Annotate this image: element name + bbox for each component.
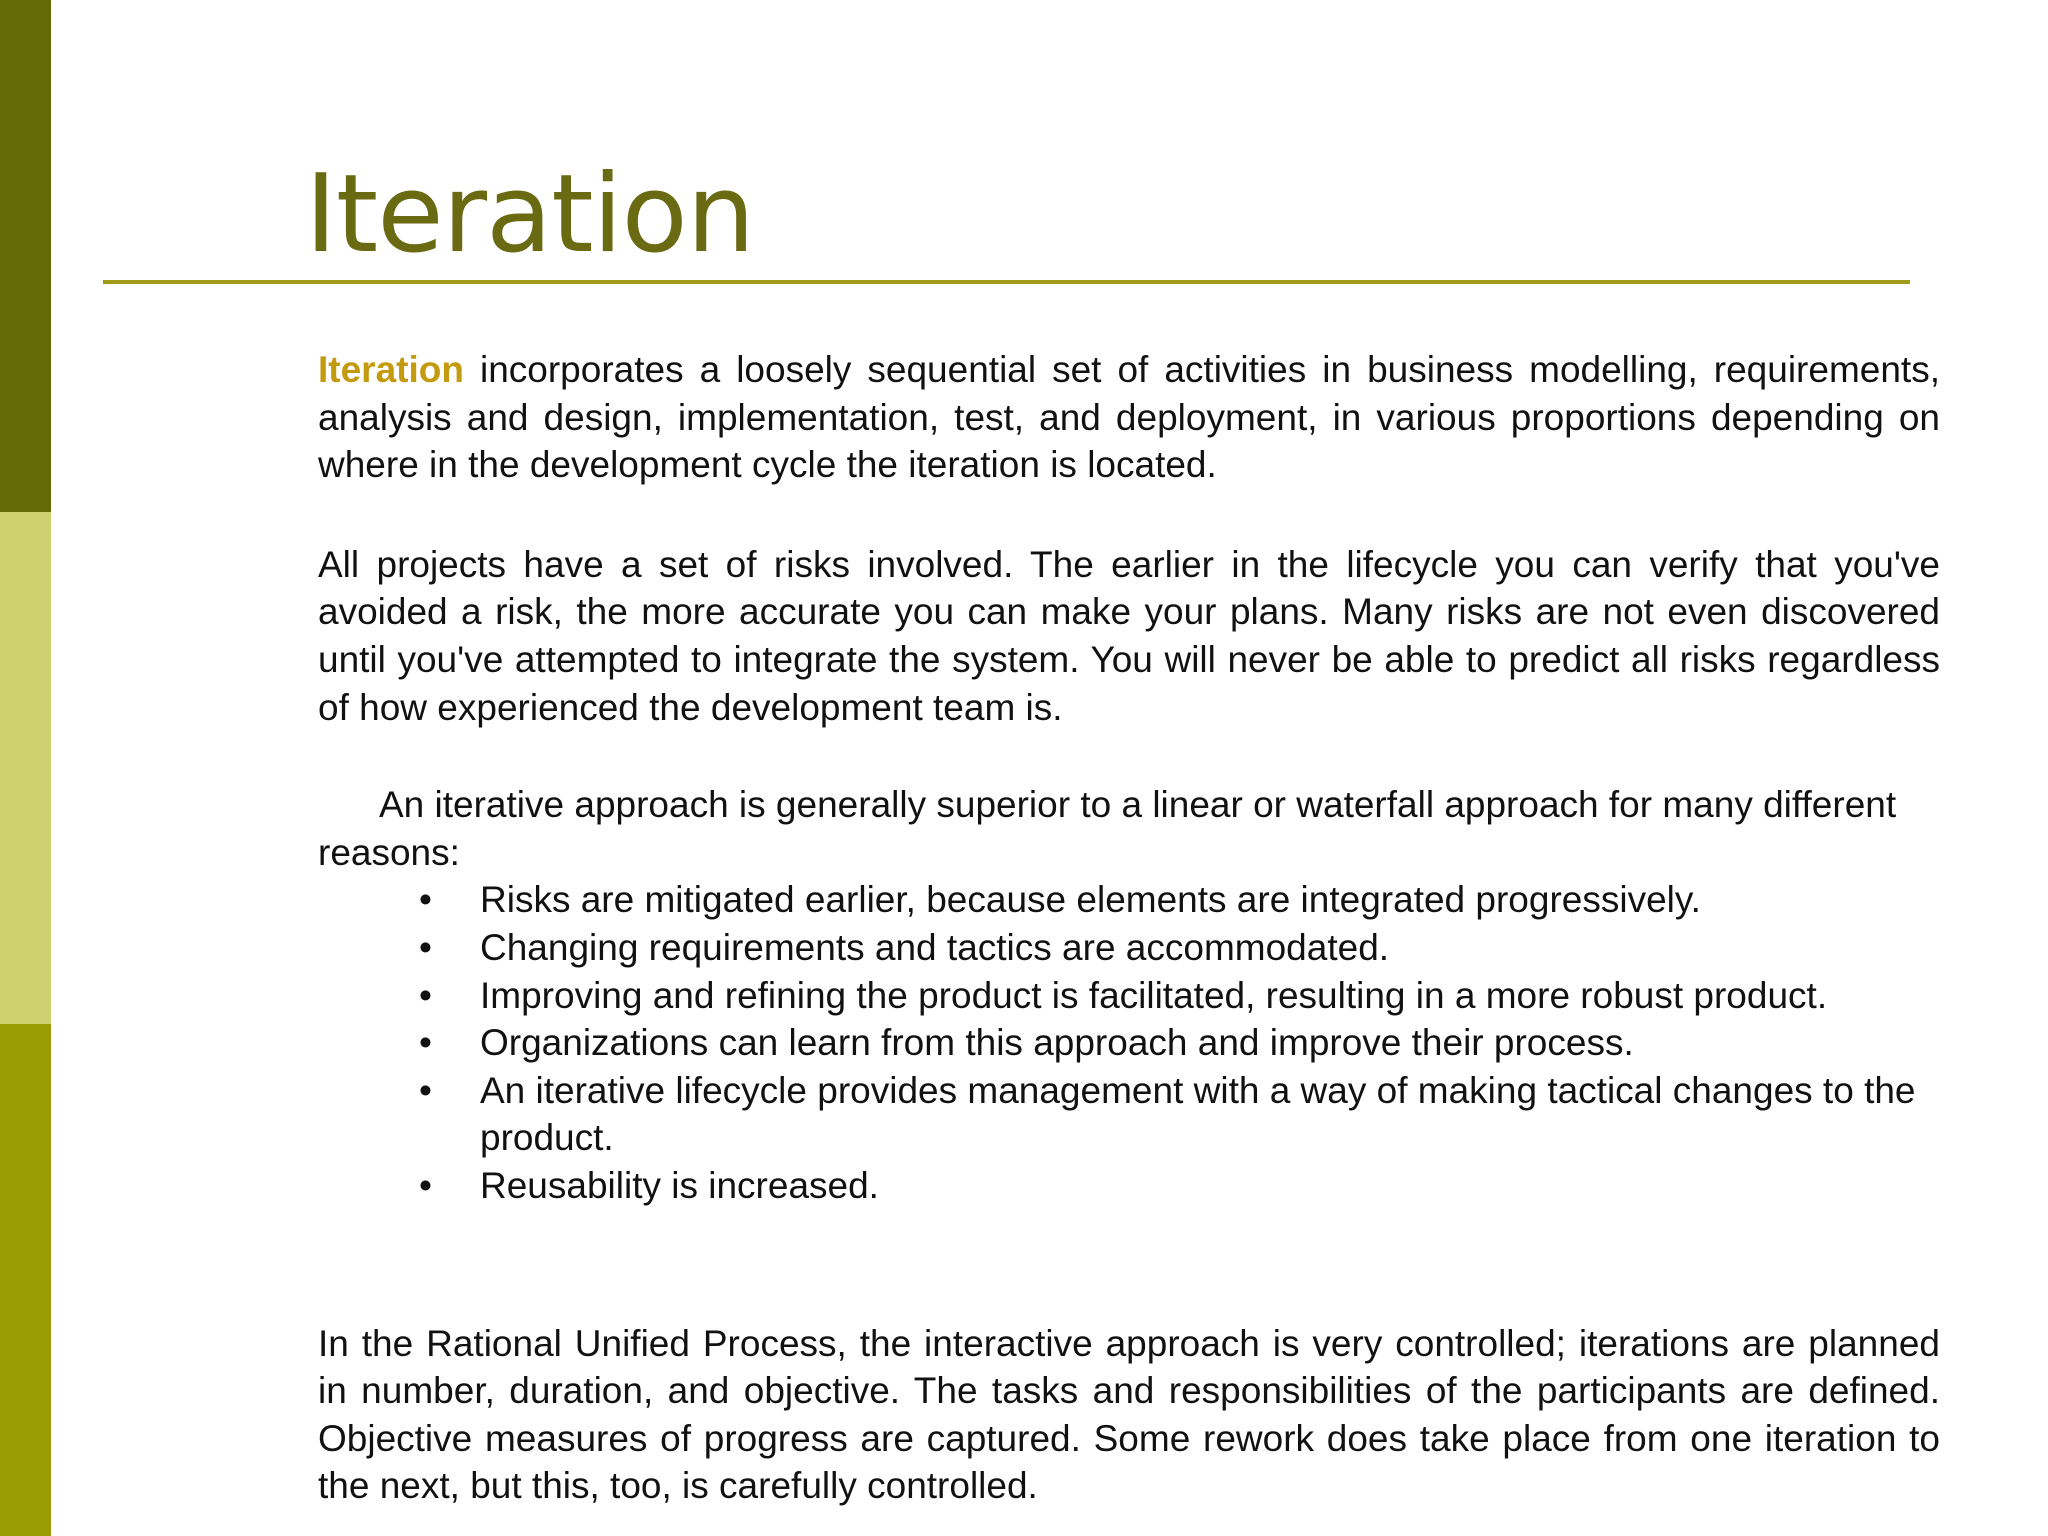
paragraph-risks: All projects have a set of risks involved. The earlier in the lifecycle you can verify that you've avoided a risk, the more accurate you can make your plans. Many risks are not even discovered until you've attempted to integrate the system. You will never be able to predict all risks regardless of how experienced the development team is. — [318, 543, 1940, 728]
sidebar-segment-top — [0, 0, 51, 512]
bullet-icon: • — [419, 1069, 432, 1111]
bullet-icon: • — [419, 1164, 432, 1206]
sidebar-segment-middle — [0, 512, 51, 1024]
paragraph-text: incorporates a loosely sequential set of activities in business modelling, requirements, analysis and design, implementation, test, and deployment, in various proportions depending on where in the development cycle the iteration is located. — [318, 349, 1940, 486]
list-item — [318, 876, 1940, 924]
list-item — [318, 1019, 1940, 1067]
paragraph-rational-unified-process: In the Rational Unified Process, the interactive approach is very controlled; iterations are planned in number, duration, and objective. The tasks and responsibilities of the participants are defined. Objective measures of progress are captured. Some rework does take place from one iteration to the next, but this, too, is carefully controlled. — [318, 1322, 1940, 1507]
spacer — [318, 489, 1940, 541]
slide-title: Iteration — [305, 152, 755, 277]
reasons-list — [318, 876, 1940, 1209]
list-item-text: Improving and refining the product is facilitated, resulting in a more robust product. — [480, 974, 1828, 1016]
list-item-text: An iterative lifecycle provides management with a way of making tactical changes to the product. — [480, 1069, 1916, 1159]
title-underline — [103, 280, 1910, 284]
paragraph-iteration-definition — [318, 346, 1940, 489]
sidebar-segment-bottom — [0, 1024, 51, 1536]
paragraph-intro: An iterative approach is generally superior to a linear or waterfall approach for many different reasons: — [318, 784, 1897, 873]
list-item-text: Changing requirements and tactics are accommodated. — [480, 926, 1390, 968]
highlight-term: Iteration — [318, 349, 464, 390]
sidebar-decoration — [0, 0, 51, 1536]
list-item-text: Risks are mitigated earlier, because elements are integrated progressively. — [480, 879, 1701, 921]
spacer — [318, 1210, 1940, 1320]
list-item — [318, 1067, 1940, 1162]
list-item — [318, 1162, 1940, 1210]
bullet-icon: • — [419, 926, 432, 968]
spacer — [318, 731, 1940, 781]
bullet-icon: • — [419, 974, 432, 1016]
list-item — [318, 972, 1940, 1020]
bullet-icon: • — [419, 879, 432, 921]
list-item — [318, 924, 1940, 972]
list-item-text: Reusability is increased. — [480, 1164, 879, 1206]
list-item-text: Organizations can learn from this approach and improve their process. — [480, 1022, 1634, 1064]
bullet-icon: • — [419, 1022, 432, 1064]
slide-body — [318, 346, 1940, 1510]
